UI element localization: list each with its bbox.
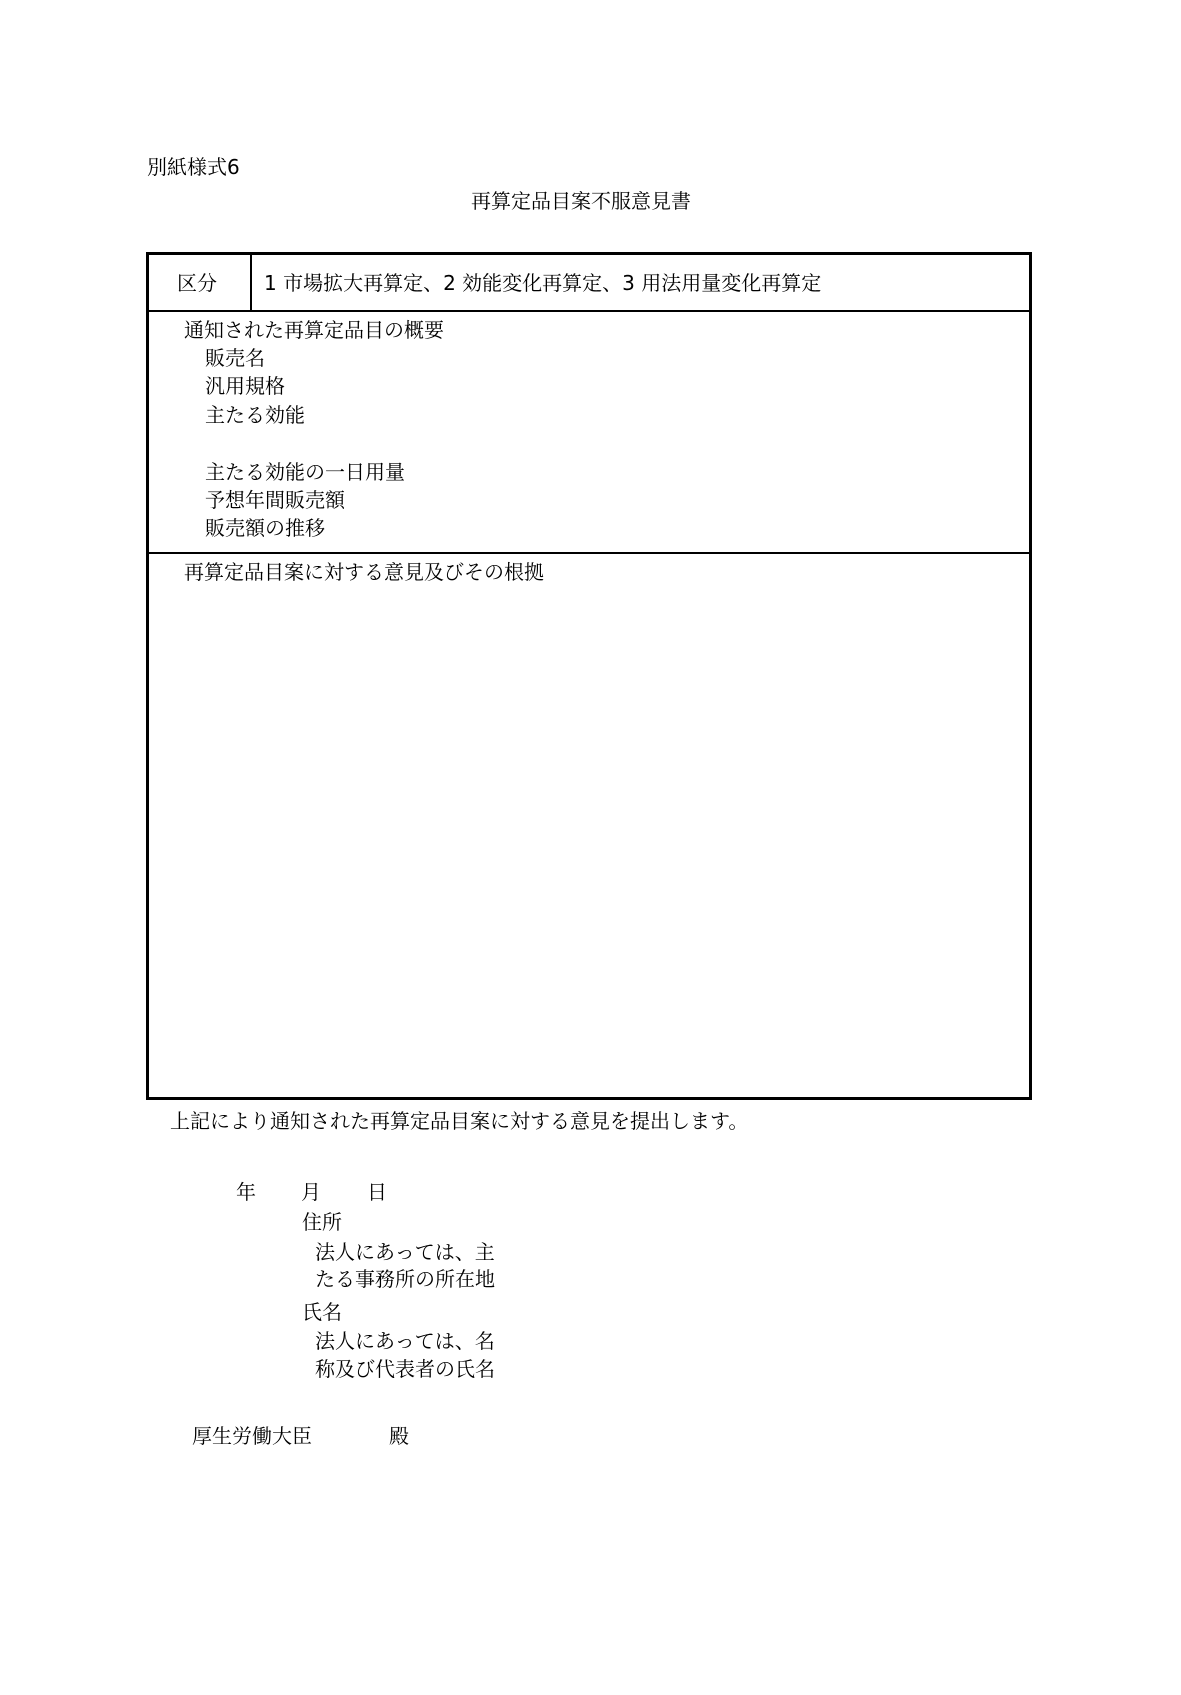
document-title: 再算定品目案不服意見書 (471, 189, 691, 213)
addressee-title: 厚生労働大臣 (192, 1424, 312, 1448)
date-month: 月 (301, 1180, 321, 1204)
form-number: 別紙様式6 (147, 155, 240, 179)
table-divider (250, 255, 252, 310)
table-divider (149, 552, 1029, 554)
addressee-honorific: 殿 (389, 1424, 409, 1448)
date-year: 年 (236, 1180, 256, 1204)
overview-heading: 通知された再算定品目の概要 (184, 318, 444, 342)
date-day: 日 (367, 1180, 387, 1204)
address-note: 法人にあっては、主 (315, 1240, 495, 1264)
name-note: 法人にあっては、名 (315, 1329, 495, 1353)
name-note: 称及び代表者の氏名 (315, 1357, 495, 1381)
overview-item: 販売額の推移 (205, 516, 325, 540)
submission-statement: 上記により通知された再算定品目案に対する意見を提出します。 (170, 1109, 749, 1133)
overview-item: 主たる効能 (205, 403, 305, 427)
table-divider (149, 310, 1029, 312)
form-table (146, 252, 1032, 1100)
category-options: 1 市場拡大再算定、2 効能変化再算定、3 用法用量変化再算定 (264, 271, 822, 295)
opinion-heading: 再算定品目案に対する意見及びその根拠 (184, 560, 544, 584)
overview-item: 予想年間販売額 (205, 488, 345, 512)
category-label: 区分 (177, 271, 217, 295)
overview-item: 主たる効能の一日用量 (205, 460, 405, 484)
address-label: 住所 (302, 1210, 342, 1234)
address-note: たる事務所の所在地 (315, 1267, 495, 1291)
overview-item: 販売名 (205, 346, 265, 370)
overview-item: 汎用規格 (205, 374, 285, 398)
name-label: 氏名 (302, 1300, 342, 1324)
